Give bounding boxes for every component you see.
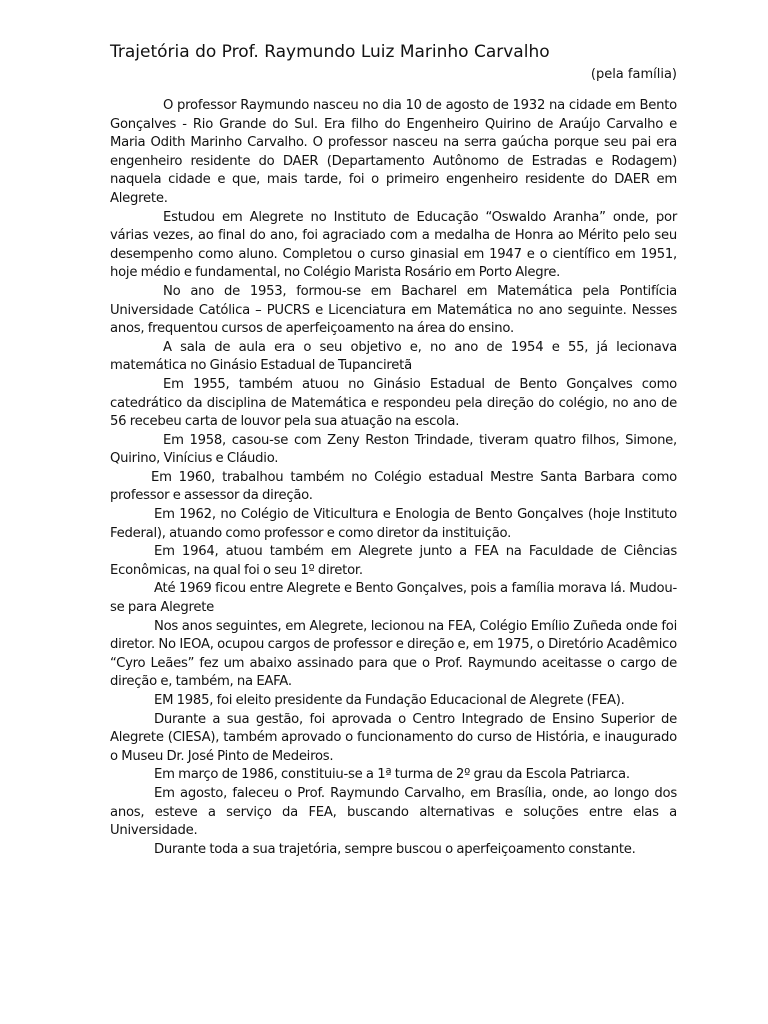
document-byline: (pela família) [590,67,677,82]
document-page [110,40,677,859]
paragraph-1986: Em março de 1986, constituiu-se a 1ª turma de 2º grau da Escola Patriarca. [154,767,630,783]
paragraph-graduation: No ano de 1953, formou-se em Bacharel em Matemática pela Pontifícia Universidade Católica – PUCRS e Licenciatura em Matemática no ano seguinte. Nesses anos, frequentou cursos de aperfeiçoamento na área do ensino. [110,283,677,337]
paragraph-1960: Em 1960, trabalhou também no Colégio estadual Mestre Santa Barbara como professor e assessor da direção. [110,469,677,504]
paragraph-1985: EM 1985, foi eleito presidente da Fundação Educacional de Alegrete (FEA). [154,693,625,708]
paragraph-following-years: Nos anos seguintes, em Alegrete, lecionou na FEA, Colégio Emílio Zuñeda onde foi diretor. No IEOA, ocupou cargos de professor e direção e, em 1975, o Diretório Acadêmico “Cyro Leães” fez um abaixo assinado para que o Prof. Raymundo aceitasse o cargo de direção e, também, na EAFA. [110,618,677,690]
paragraph-management: Durante a sua gestão, foi aprovada o Centro Integrado de Ensino Superior de Alegrete (CIESA), também aprovado o funcionamento do curso de História, e inaugurado o Museu Dr. José Pinto de Medeiros. [110,711,677,764]
paragraph-1962: Em 1962, no Colégio de Viticultura e Enologia de Bento Gonçalves (hoje Instituto Federal), atuando como professor e como diretor da instituição. [110,507,677,541]
paragraph-1958: Em 1958, casou-se com Zeny Reston Trindade, tiveram quatro filhos, Simone, Quirino, Vinícius e Cláudio. [110,432,677,467]
document-title: Trajetória do Prof. Raymundo Luiz Marinho Carvalho [110,42,550,62]
paragraph-death: Em agosto, faleceu o Prof. Raymundo Carvalho, em Brasília, onde, ao longo dos anos, esteve a serviço da FEA, buscando alternativas e soluções entre elas a Universidade. [110,785,677,839]
paragraph-1964: Em 1964, atuou também em Alegrete junto a FEA na Faculdade de Ciências Econômicas, na qual foi o seu 1º diretor. [110,544,677,578]
paragraph-closing: Durante toda a sua trajetória, sempre buscou o aperfeiçoamento constante. [154,841,636,857]
paragraph-1955: Em 1955, também atuou no Ginásio Estadual de Bento Gonçalves como catedrático da disciplina de Matemática e respondeu pela direção do colégio, no ano de 56 recebeu carta de louvor pela sua atuação na escola. [110,376,677,430]
paragraph-education: Estudou em Alegrete no Instituto de Educação “Oswaldo Aranha” onde, por várias vezes, ao final do ano, foi agraciado com a medalha de Honra ao Mérito pelo seu desempenho como aluno. Completou o curso ginasial em 1947 e o científico em 1951, hoje médio e fundamental, no Colégio Marista Rosário em Porto Alegre. [110,209,677,281]
paragraph-1969: Até 1969 ficou entre Alegrete e Bento Gonçalves, pois a família morava lá. Mudou-se para Alegrete [110,581,677,616]
paragraph-birth: O professor Raymundo nasceu no dia 10 de agosto de 1932 na cidade em Bento Gonçalves - Rio Grande do Sul. Era filho do Engenheiro Quirino de Araújo Carvalho e Maria Odith Marinho Carvalho. O professor nasceu na serra gaúcha porque seu pai era engenheiro residente do DAER (Departamento Autônomo de Estradas e Rodagem) naquela cidade e que, mais tarde, foi o primeiro engenheiro residente do DAER em Alegrete. [110,98,677,206]
paragraph-teaching-start: A sala de aula era o seu objetivo e, no ano de 1954 e 55, já lecionava matemática no Ginásio Estadual de Tupanciretã [110,339,677,374]
